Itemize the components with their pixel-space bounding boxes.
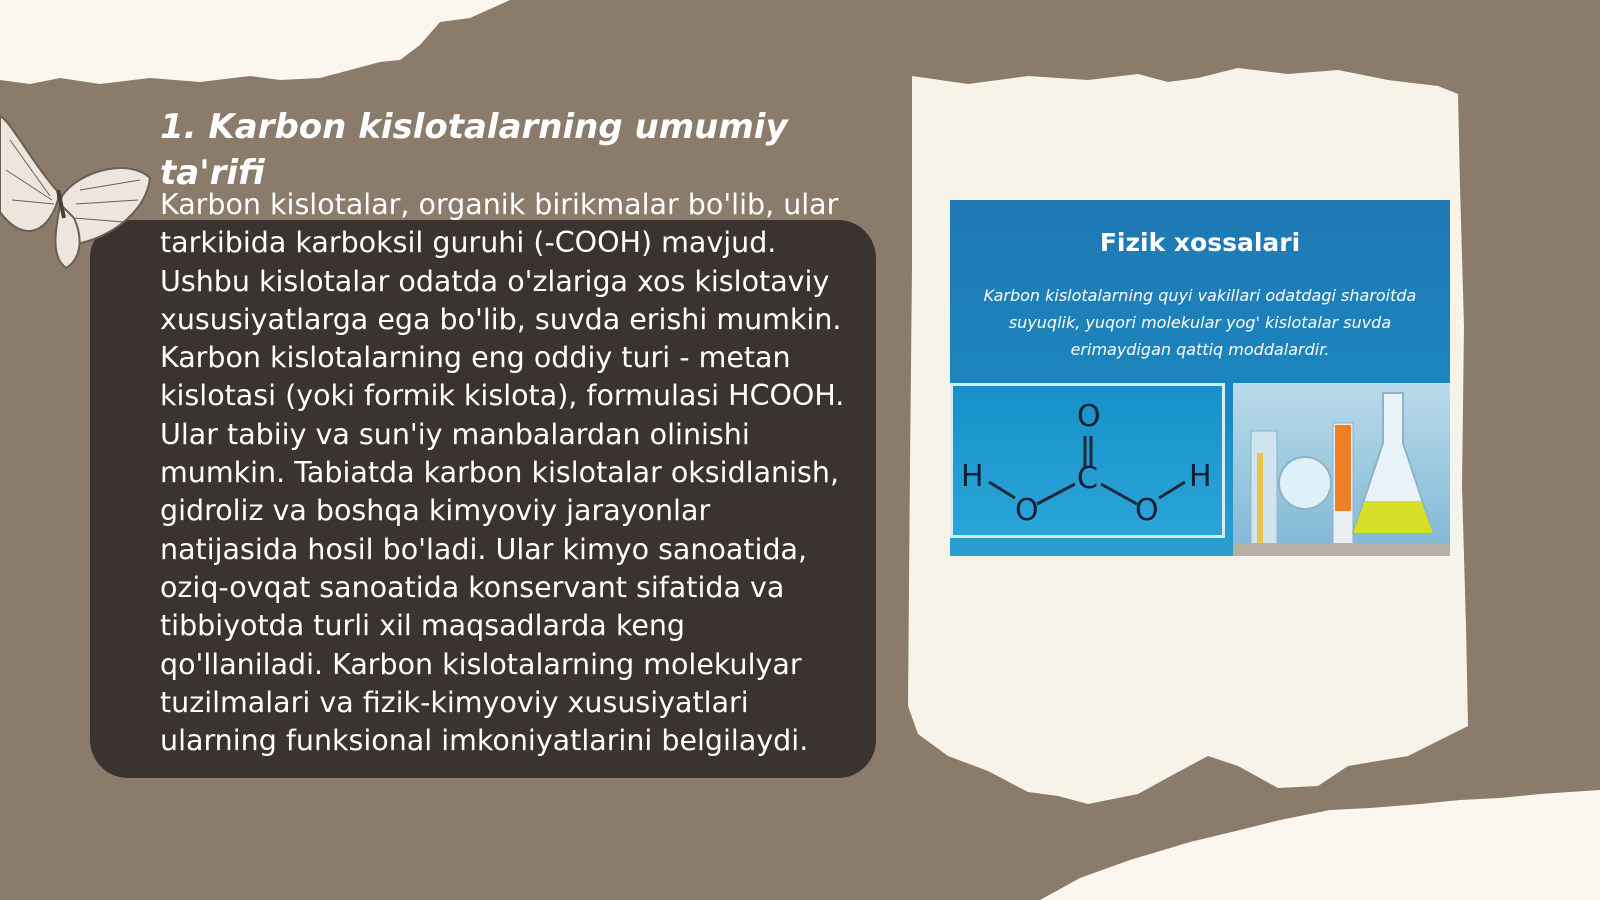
atom-h-right: H <box>1189 459 1212 494</box>
flask-icon <box>1353 393 1433 533</box>
slide-body-text: Karbon kislotalar, organik birikmalar bo'lib, ular tarkibida karboksil guruhi (-COOH) mavjud. Ushbu kislotalar odatda o'zlariga xos kislotaviy xususiyatlarga ega bo'lib, suvda erishi mumkin. Karbon kislotalarning eng oddiy turi - metan kislotasi (yoki formik kislota), formulasi HCOOH. Ular tabiiy va sun'iy manbalardan olinishi mumkin. Tabiatda karbon kislotalar oksidlanish, gidroliz va boshqa kimyoviy jarayonlar natijasida hosil bo'ladi. Ular kimyo sanoatida, oziq-ovqat sanoatida konservant sifatida va tibbiyotda turli xil maqsadlarda keng qo'llaniladi. Karbon kislotalarning molekulyar tuzilmalari va fizik-kimyoviy xususiyatlari ularning funksional imkoniyatlarini belgilaydi. <box>160 188 845 758</box>
atom-o-top: O <box>1077 399 1101 434</box>
image-heading: Fizik xossalari <box>1099 228 1301 257</box>
atom-c: C <box>1077 461 1098 496</box>
molecule-diagram <box>950 383 1225 538</box>
lab-glassware-photo <box>1233 383 1450 556</box>
atom-o-left: O <box>1015 493 1039 528</box>
atom-h-left: H <box>961 459 984 494</box>
torn-paper-top-left <box>0 0 520 90</box>
physical-properties-image <box>950 200 1450 556</box>
butterfly-icon <box>0 100 160 280</box>
slide-title: 1. Karbon kislotalarning umumiy ta'rifi <box>160 107 788 193</box>
image-caption: Karbon kislotalarning quyi vakillari odatdagi sharoitda suyuqlik, yuqori molekular yog' kislotalar suvda erimaydigan qattiq moddalardir. <box>983 286 1417 359</box>
atom-o-right: O <box>1135 493 1159 528</box>
